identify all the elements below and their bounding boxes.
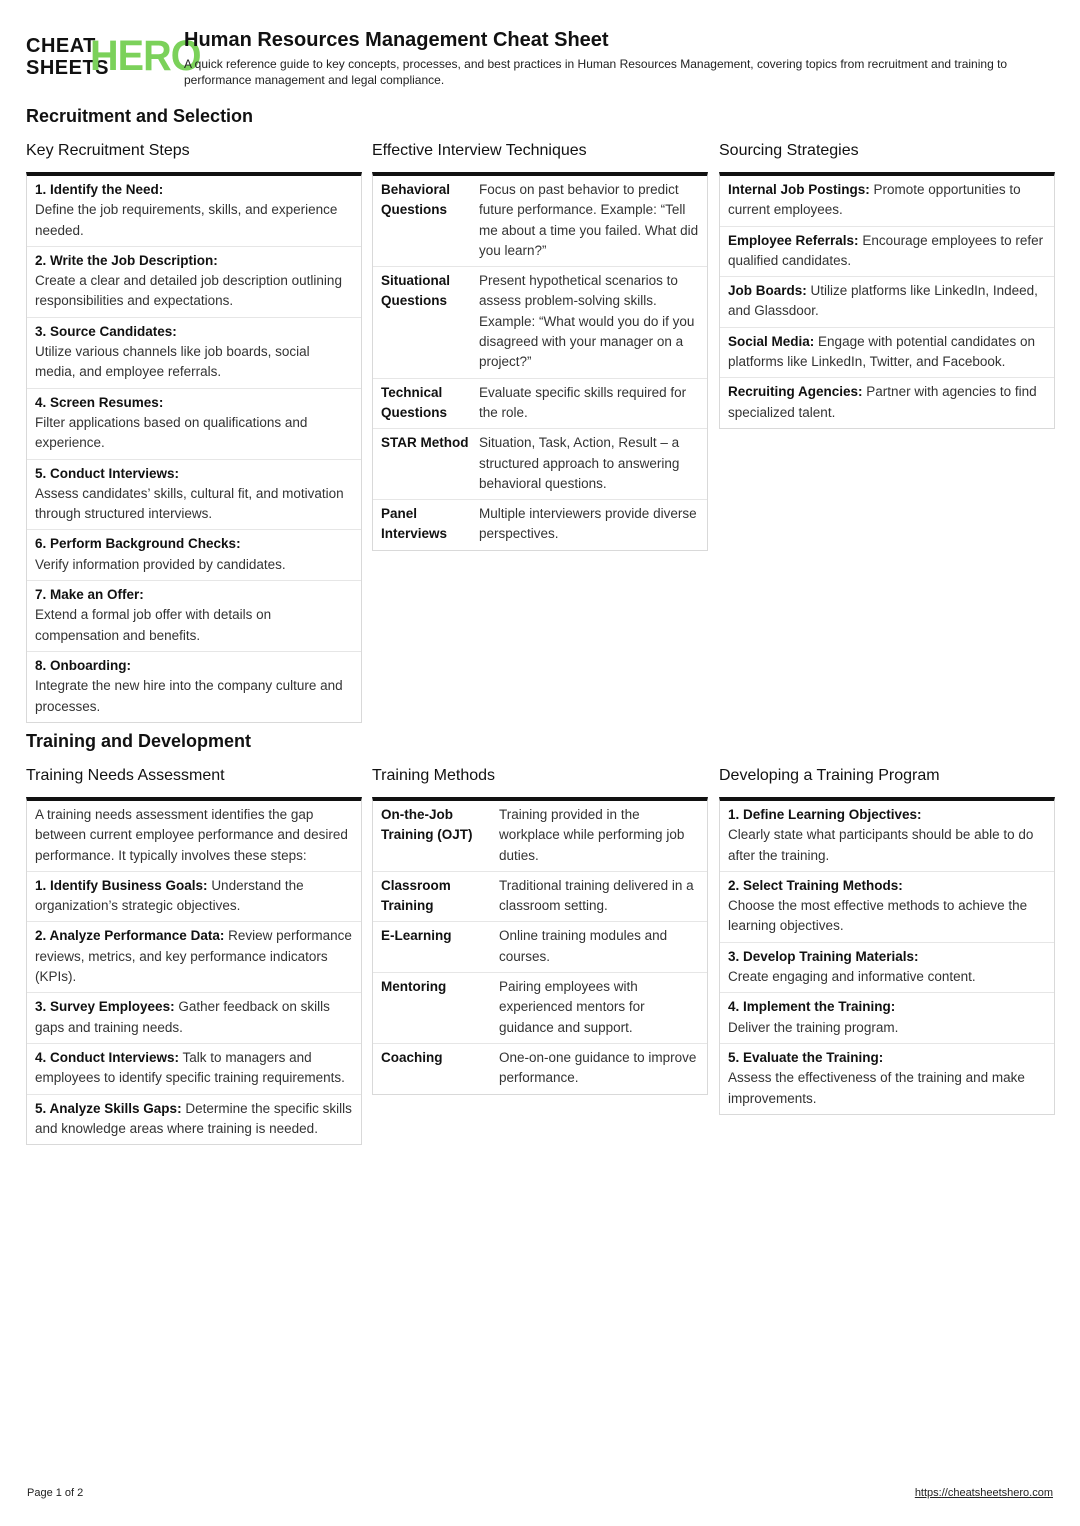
row-key: Classroom Training xyxy=(381,877,451,914)
list-item xyxy=(720,176,1054,227)
row-value: One-on-one guidance to improve performance. xyxy=(499,1049,697,1086)
table-row xyxy=(373,801,707,872)
table-row xyxy=(373,500,707,550)
list-item xyxy=(27,530,361,581)
page-title: Human Resources Management Cheat Sheet xyxy=(184,29,609,51)
item-text: Utilize platforms like LinkedIn, Indeed, and Glassdoor. xyxy=(728,283,1038,319)
logo-sheets-text: SHEETS xyxy=(26,57,110,79)
row-value: Multiple interviewers provide diverse perspectives. xyxy=(479,506,697,542)
item-text: Create a clear and detailed job description outlining responsibilities and expectations. xyxy=(35,273,342,309)
row-key: Coaching xyxy=(381,1049,443,1065)
title-block xyxy=(184,28,1054,88)
row-key: On-the-Job Training (OJT) xyxy=(381,807,473,843)
list-item xyxy=(27,872,361,923)
list-item xyxy=(27,460,361,531)
list-item xyxy=(720,227,1054,278)
logo-hero-text: HERO xyxy=(90,32,201,80)
item-text: Partner with agencies to find specialized talent. xyxy=(728,384,1037,420)
item-heading: 4. Implement the Training: xyxy=(728,999,896,1015)
list-item xyxy=(27,922,361,993)
row-value: Traditional training delivered in a classroom setting. xyxy=(499,877,694,914)
list-item xyxy=(720,943,1054,994)
card-title: Key Recruitment Steps xyxy=(26,142,190,159)
list-item xyxy=(720,1044,1054,1114)
table-row xyxy=(373,176,707,267)
row-key: E-Learning xyxy=(381,928,452,944)
row-value: Training provided in the workplace while performing job duties. xyxy=(499,807,685,863)
table-row xyxy=(373,922,707,973)
card-body xyxy=(372,172,708,551)
item-heading: 3. Source Candidates: xyxy=(35,323,177,339)
item-text: Deliver the training program. xyxy=(728,1019,899,1035)
row-key: Technical Questions xyxy=(381,384,448,420)
list-item xyxy=(720,872,1054,943)
item-heading: 2. Write the Job Description: xyxy=(35,252,218,268)
card-title: Training Needs Assessment xyxy=(26,767,225,784)
item-heading: 1. Identify the Need: xyxy=(35,182,164,197)
table-row xyxy=(373,429,707,500)
item-heading: 2. Analyze Performance Data: xyxy=(35,928,225,944)
card-body xyxy=(372,797,708,1095)
item-text: Create engaging and informative content. xyxy=(728,969,976,985)
list-item xyxy=(720,378,1054,428)
card-interview-techniques xyxy=(372,140,708,551)
item-text: Choose the most effective methods to achieve the learning objectives. xyxy=(728,898,1028,934)
item-text: Encourage employees to refer qualified candidates. xyxy=(728,232,1044,268)
table-row xyxy=(373,872,707,923)
item-heading: 5. Evaluate the Training: xyxy=(728,1049,884,1065)
item-text: Define the job requirements, skills, and experience needed. xyxy=(35,202,338,238)
row-key: Mentoring xyxy=(381,979,447,995)
item-text: Promote opportunities to current employees. xyxy=(728,182,1021,218)
item-text: Extend a formal job offer with details on compensation and benefits. xyxy=(35,607,272,643)
section-title-training: Training and Development xyxy=(26,731,252,751)
table-row xyxy=(373,1044,707,1094)
intro-text: A training needs assessment identifies the gap between current employee performance and desired performance. It typically involves these steps: xyxy=(27,801,361,872)
card-body xyxy=(26,172,362,723)
card-title: Training Methods xyxy=(372,767,496,784)
item-heading: 3. Develop Training Materials: xyxy=(728,948,919,964)
row-value: Pairing employees with experienced mentors for guidance and support. xyxy=(499,979,645,1035)
list-item xyxy=(27,581,361,652)
item-heading: 5. Conduct Interviews: xyxy=(35,465,180,481)
card-body xyxy=(719,172,1055,429)
list-item xyxy=(27,247,361,318)
card-body xyxy=(26,797,362,1145)
item-text: Talk to managers and employees to identify specific training requirements. xyxy=(35,1049,345,1086)
item-text: Integrate the new hire into the company culture and processes. xyxy=(35,678,343,714)
item-heading: 2. Select Training Methods: xyxy=(728,877,903,893)
list-item xyxy=(27,652,361,722)
row-key: Behavioral Questions xyxy=(381,182,451,218)
item-heading: 8. Onboarding: xyxy=(35,657,131,673)
page-number: Page 1 of 2 xyxy=(27,1487,84,1499)
item-text: Clearly state what participants should be able to do after the training. xyxy=(728,827,1034,863)
item-text: Assess the effectiveness of the training and make improvements. xyxy=(728,1070,1025,1106)
row-key: Panel Interviews xyxy=(381,506,448,542)
card-sourcing-strategies xyxy=(719,140,1055,429)
row-key: STAR Method xyxy=(381,435,469,451)
logo-cheat-text: CHEAT xyxy=(26,35,96,57)
item-heading: Internal Job Postings: xyxy=(728,182,870,197)
card-training-needs-assessment xyxy=(26,765,362,1145)
item-text: Verify information provided by candidates. xyxy=(35,556,286,572)
item-heading: Employee Referrals: xyxy=(728,232,859,248)
item-heading: 1. Identify Business Goals: xyxy=(35,877,208,893)
item-heading: 5. Analyze Skills Gaps: xyxy=(35,1100,182,1116)
item-heading: 6. Perform Background Checks: xyxy=(35,536,241,552)
list-item xyxy=(27,389,361,460)
card-body xyxy=(719,797,1055,1115)
row-value: Present hypothetical scenarios to assess problem-solving skills. Example: “What would you do if you disagreed with your manager on a project?” xyxy=(479,273,695,370)
card-key-recruitment-steps xyxy=(26,140,362,723)
list-item xyxy=(720,801,1054,872)
list-item xyxy=(27,1095,361,1145)
item-text: Filter applications based on qualifications and experience. xyxy=(35,414,308,451)
list-item xyxy=(27,993,361,1044)
item-text: Engage with potential candidates on platforms like LinkedIn, Twitter, and Facebook. xyxy=(728,333,1035,370)
item-heading: Recruiting Agencies: xyxy=(728,384,863,400)
list-item xyxy=(27,1044,361,1095)
row-key: Situational Questions xyxy=(381,273,451,309)
section-title-recruitment: Recruitment and Selection xyxy=(26,106,254,126)
page-subtitle: A quick reference guide to key concepts, processes, and best practices in Human Resources Management, covering topics from recruitment and training to performance management and legal compliance. xyxy=(184,57,1008,87)
cheatsheetshero-logo[interactable] xyxy=(26,32,201,80)
table-row xyxy=(373,267,707,378)
item-heading: 4. Screen Resumes: xyxy=(35,394,164,410)
card-developing-training-program xyxy=(719,765,1055,1115)
row-value: Online training modules and courses. xyxy=(499,928,668,964)
item-text: Gather feedback on skills gaps and training needs. xyxy=(35,999,330,1035)
item-text: Assess candidates’ skills, cultural fit, and motivation through structured interviews. xyxy=(35,485,344,522)
list-item xyxy=(720,277,1054,328)
table-row xyxy=(373,379,707,430)
list-item xyxy=(720,328,1054,379)
item-text: Determine the specific skills and knowledge areas where training is needed. xyxy=(35,1100,352,1136)
row-value: Focus on past behavior to predict future performance. Example: “Tell me about a time you failed. What did you learn?” xyxy=(479,182,699,258)
item-text: Utilize various channels like job boards, social media, and employee referrals. xyxy=(35,344,310,380)
table-row xyxy=(373,973,707,1044)
card-title: Developing a Training Program xyxy=(719,767,940,784)
item-heading: 1. Define Learning Objectives: xyxy=(728,807,922,822)
list-item xyxy=(720,993,1054,1044)
item-heading: 4. Conduct Interviews: xyxy=(35,1049,180,1065)
list-item xyxy=(27,318,361,389)
list-item xyxy=(27,176,361,247)
site-link[interactable]: https://cheatsheetshero.com xyxy=(914,1487,1053,1499)
item-heading: Job Boards: xyxy=(728,283,807,299)
item-text: Review performance reviews, metrics, and key performance indicators (KPIs). xyxy=(35,928,352,985)
item-heading: 3. Survey Employees: xyxy=(35,999,175,1015)
page-header xyxy=(26,28,1054,90)
row-value: Evaluate specific skills required for the role. xyxy=(479,384,687,420)
item-text: Understand the organization’s strategic objectives. xyxy=(35,877,304,914)
row-value: Situation, Task, Action, Result – a structured approach to answering behavioral questions. xyxy=(479,435,680,491)
card-title: Effective Interview Techniques xyxy=(372,142,587,159)
item-heading: Social Media: xyxy=(728,333,815,349)
card-training-methods xyxy=(372,765,708,1095)
item-heading: 7. Make an Offer: xyxy=(35,587,144,603)
card-title: Sourcing Strategies xyxy=(719,142,859,159)
